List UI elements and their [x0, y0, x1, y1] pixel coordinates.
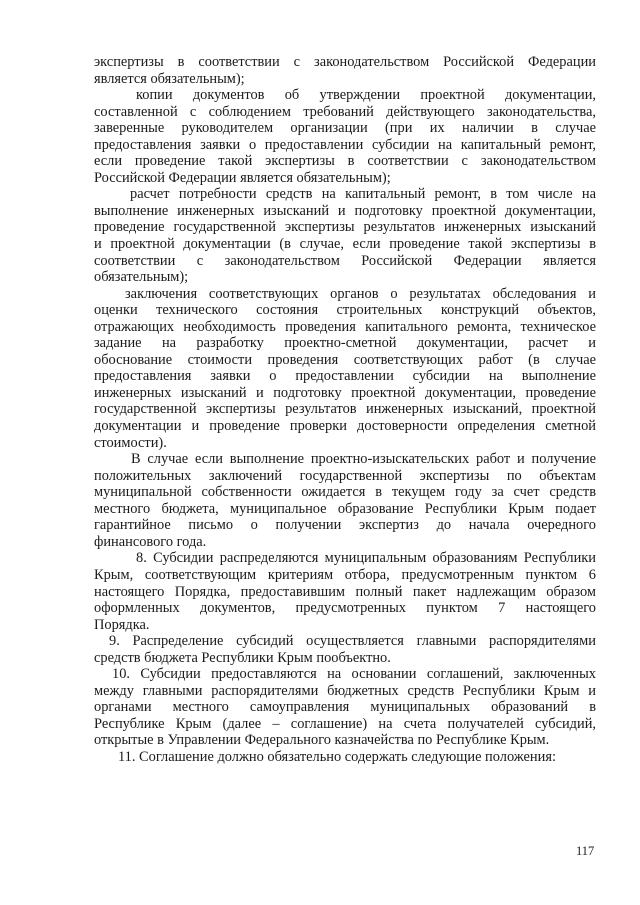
text-line: обязательным); — [94, 269, 189, 286]
text-line: документации и проведение проверки достоверности определения сметной — [94, 418, 596, 435]
text-line: инженерных изысканий и подготовку проектной документации, проведение — [94, 384, 596, 401]
text-line: Российской Федерации является обязательным); — [94, 169, 391, 186]
text-line: и проектной документации (в случае, если проведение такой экспертизы в — [94, 236, 596, 253]
paragraph — [94, 749, 596, 766]
text-line: оценки технического состояния строительных конструкций объектов, — [94, 302, 596, 319]
paragraph — [94, 87, 596, 186]
text-line: средств бюджета Республики Крым пообъектно. — [94, 649, 391, 666]
text-line: стоимости). — [94, 434, 167, 451]
text-line: задание на разработку проектно-сметной документации, расчет и — [94, 335, 596, 352]
page-number: 117 — [576, 844, 595, 858]
text-line: 8. Субсидии распределяются муниципальным образованиям Республики — [136, 550, 596, 567]
paragraph — [94, 451, 596, 550]
text-line: В случае если выполнение проектно-изыскательских работ и получение — [131, 451, 596, 468]
text-line: экспертизы в соответствии с законодательством Российской Федерации — [94, 54, 596, 70]
text-line: проведение государственной экспертизы результатов инженерных изысканий — [94, 219, 596, 236]
text-line: составленной с соблюдением требований действующего законодательства, — [94, 103, 596, 120]
text-line: заключения соответствующих органов о результатах обследования и — [125, 285, 596, 302]
text-line: Крым, соответствующим критериям отбора, предусмотренным пунктом 6 — [94, 566, 596, 583]
paragraph — [94, 550, 596, 633]
text-line: положительных заключений государственной экспертизы по объектам — [94, 467, 596, 484]
text-line: настоящего Порядка, предоставившим полный пакет надлежащим образом — [94, 583, 596, 600]
document-body — [94, 54, 596, 766]
paragraph — [94, 54, 596, 87]
text-line: 9. Распределение субсидий осуществляется главными распорядителями — [109, 633, 596, 650]
text-line: 11. Соглашение должно обязательно содержать следующие положения: — [118, 748, 556, 765]
text-line: финансового года. — [94, 533, 207, 550]
text-line: оформленных документов, предусмотренных пунктом 7 настоящего — [94, 600, 596, 617]
paragraph — [94, 666, 596, 749]
text-line: выполнение инженерных изысканий и подготовку проектной документации, — [94, 202, 596, 219]
text-line: предоставления заявки о предоставлении субсидии на выполнение — [94, 368, 596, 385]
text-line: копии документов об утверждении проектной документации, — [136, 87, 596, 104]
text-line: муниципальной собственности ожидается в текущем году за счет средств — [94, 484, 596, 501]
paragraph — [94, 633, 596, 666]
text-line: обоснование стоимости проведения соответствующих работ (в случае — [94, 351, 596, 368]
paragraph — [94, 286, 596, 451]
text-line: между главными распорядителями бюджетных средств Республики Крым и — [94, 682, 596, 699]
text-line: заверенные руководителем организации (при их наличии в случае — [94, 120, 596, 137]
text-line: органами местного самоуправления муниципальных образований в — [94, 699, 596, 716]
text-line: 10. Субсидии предоставляются на основании соглашений, заключенных — [112, 666, 596, 683]
text-line: соответствии с законодательством Российской Федерации является — [94, 252, 596, 269]
text-line: государственной экспертизы результатов инженерных изысканий, проектной — [94, 401, 596, 418]
text-line: если проведение такой экспертизы в соответствии с законодательством — [94, 153, 596, 170]
text-line: Республике Крым (далее – соглашение) на счета получателей субсидий, — [94, 715, 596, 732]
text-line: Порядка. — [94, 616, 150, 633]
text-line: является обязательным); — [94, 70, 245, 87]
text-line: гарантийное письмо о получении экспертиз до начала очередного — [94, 517, 596, 534]
text-line: предоставления заявки о предоставлении субсидии на капитальный ремонт, — [94, 136, 596, 153]
text-line: открытые в Управлении Федерального казначейства по Республике Крым. — [94, 732, 550, 749]
text-line: отражающих необходимость проведения капитального ремонта, техническое — [94, 318, 596, 335]
text-line: расчет потребности средств на капитальный ремонт, в том числе на — [130, 186, 596, 203]
paragraph — [94, 186, 596, 285]
text-line: местного бюджета, муниципальное образование Республики Крым подает — [94, 500, 596, 517]
